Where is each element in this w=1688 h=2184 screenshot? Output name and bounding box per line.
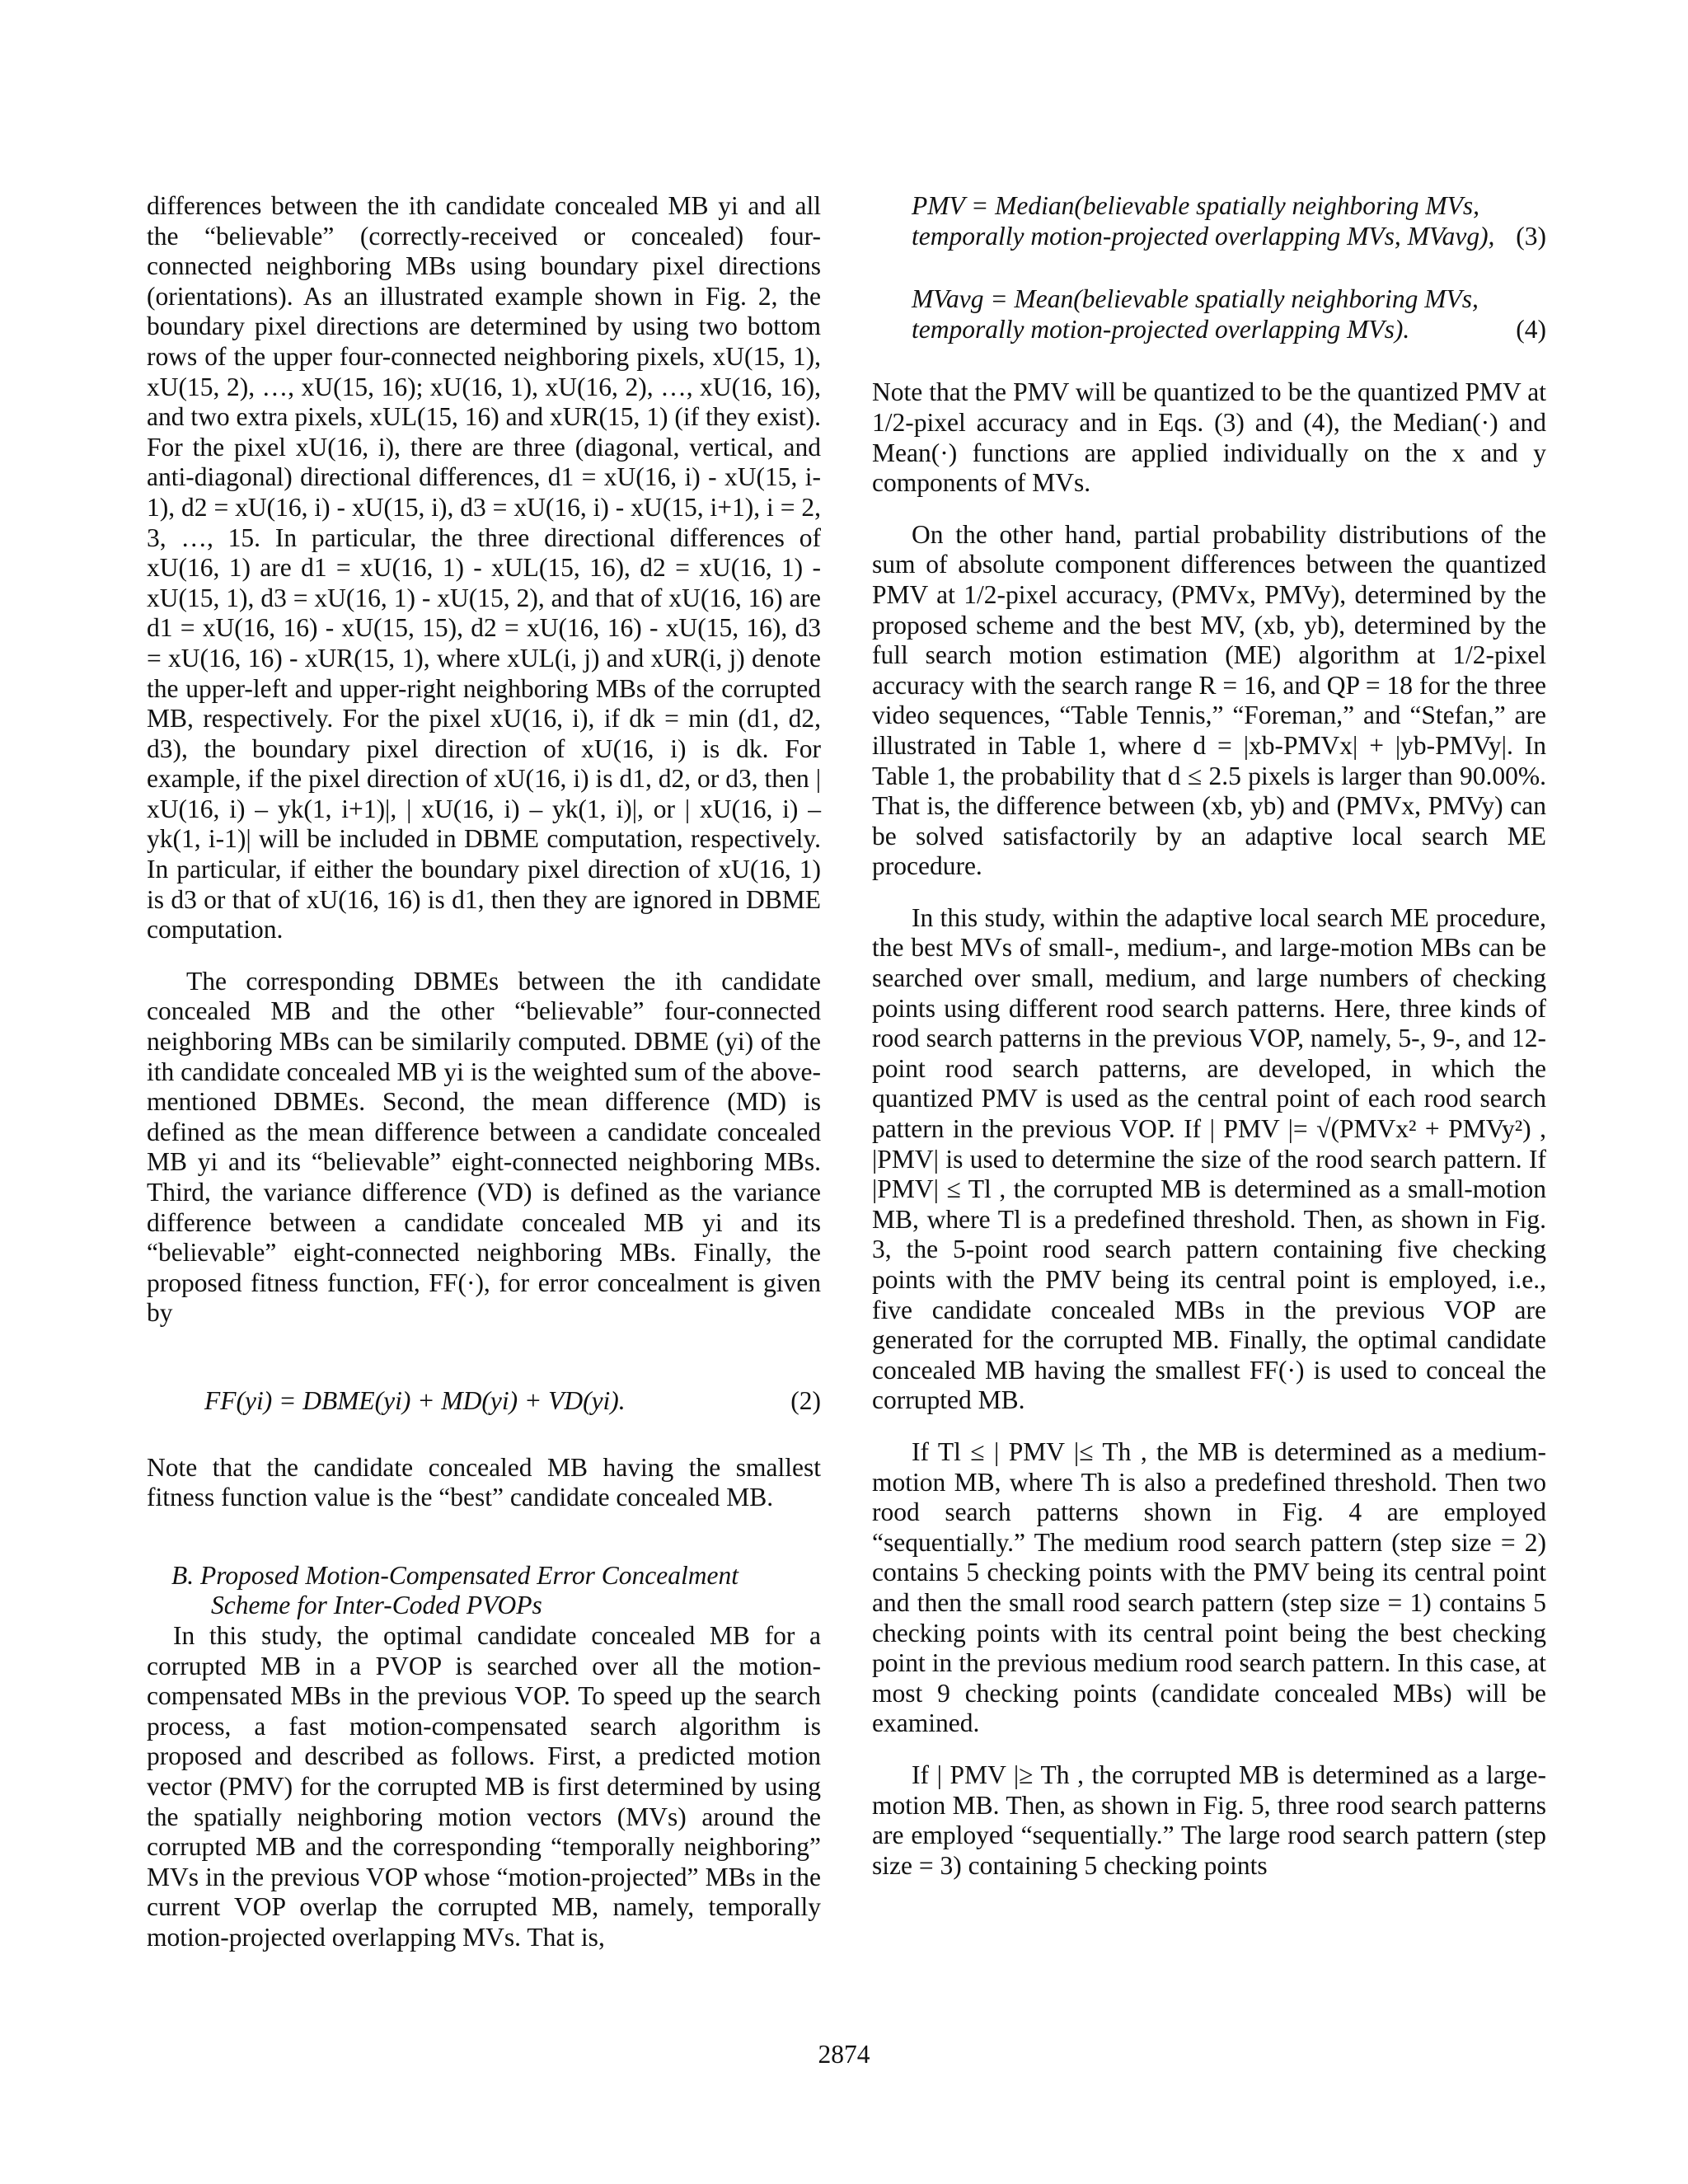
paragraph: If | PMV |≥ Th , the corrupted MB is determined as a large-motion MB. Then, as shown in Fig. 5, three rood search patterns are employed “sequentially.” The large rood search pattern (step size = 3) containing 5 checking points xyxy=(872,1760,1546,1880)
paragraph: The corresponding DBMEs between the ith candidate concealed MB and the other “believable” four-connected neighboring MBs can be similarily computed. DBME (yi) of the ith candidate concealed MB yi is the weighted sum of the above-mentioned DBMEs. Second, the mean difference (MD) is defined as the mean difference between a candidate concealed MB yi and its “believable” eight-connected neighboring MBs. Third, the variance difference (VD) is defined as the variance difference between a candidate concealed MB yi and its “believable” eight-connected neighboring MBs. Finally, the proposed fitness function, FF(·), for error concealment is given by xyxy=(147,966,821,1328)
equation-3 xyxy=(872,191,1546,251)
equation-line: MVavg = Mean(believable spatially neighboring MVs, xyxy=(912,284,1479,314)
paragraph: On the other hand, partial probability distributions of the sum of absolute component differences between the quantized PMV at 1/2-pixel accuracy, (PMVx, PMVy), determined by the proposed scheme and the best MV, (xb, yb), determined by the full search motion estimation (ME) algorithm at 1/2-pixel accuracy with the search range R = 16, and QP = 18 for the three video sequences, “Table Tennis,” “Foreman,” and “Stefan,” are illustrated in Table 1, where d = |xb-PMVx| + |yb-PMVy|. In Table 1, the probability that d ≤ 2.5 pixels is larger than 90.00%. That is, the difference between (xb, yb) and (PMVx, PMVy) can be solved satisfactorily by an adaptive local search ME procedure. xyxy=(872,519,1546,881)
equation-text: FF(yi) = DBME(yi) + MD(yi) + VD(yi). xyxy=(204,1385,626,1415)
equation-number: (2) xyxy=(790,1385,821,1415)
equation-number: (4) xyxy=(1516,314,1546,344)
equation-line: temporally motion-projected overlapping MVs). xyxy=(912,314,1410,344)
paragraph: Note that the PMV will be quantized to be the quantized PMV at 1/2-pixel accuracy and in Eqs. (3) and (4), the Median(·) and Mean(·) functions are applied individually on the x and y components of MVs. xyxy=(872,377,1546,498)
page-number: 2874 xyxy=(818,2040,870,2069)
equation-number: (3) xyxy=(1516,221,1546,251)
paragraph: If Tl ≤ | PMV |≤ Th , the MB is determined as a medium-motion MB, where Th is also a predefined threshold. Then two rood search patterns shown in Fig. 4 are employed “sequentially.” The medium rood search pattern (step size = 2) contains 5 checking points with the PMV being its central point and then the small rood search pattern (step size = 1) contains 5 checking points with its central point being the best checking point in the previous medium rood search pattern. In this case, at most 9 checking points (candidate concealed MBs) will be examined. xyxy=(872,1436,1546,1738)
left-column xyxy=(147,191,821,1952)
section-heading xyxy=(147,1561,821,1621)
equation-line: temporally motion-projected overlapping MVs, MVavg), xyxy=(912,221,1495,251)
paragraph: In this study, the optimal candidate concealed MB for a corrupted MB in a PVOP is searched over all the motion-compensated MBs in the previous VOP. To speed up the search process, a fast motion-compensated search algorithm is proposed and described as follows. First, a predicted motion vector (PMV) for the corrupted MB is first determined by using the spatially neighboring motion vectors (MVs) around the corrupted MB and the corresponding “temporally neighboring” MVs in the previous VOP whose “motion-projected” MBs in the current VOP overlap the corrupted MB, namely, temporally motion-projected overlapping MVs. That is, xyxy=(147,1620,821,1952)
equation-line: PMV = Median(believable spatially neighboring MVs, xyxy=(912,191,1480,220)
equation-4 xyxy=(872,284,1546,344)
section-heading-line: B. Proposed Motion-Compensated Error Concealment xyxy=(171,1560,738,1590)
paragraph: differences between the ith candidate concealed MB yi and all the “believable” (correctly-received or concealed) four-connected neighboring MBs using boundary pixel directions (orientations). As an illustrated example shown in Fig. 2, the boundary pixel directions are determined by using two bottom rows of the upper four-connected neighboring pixels, xU(15, 1), xU(15, 2), …, xU(15, 16); xU(16, 1), xU(16, 2), …, xU(16, 16), and two extra pixels, xUL(15, 16) and xUR(15, 1) (if they exist). For the pixel xU(16, i), there are three (diagonal, vertical, and anti-diagonal) directional differences, d1 = xU(16, i) - xU(15, i-1), d2 = xU(16, i) - xU(15, i), d3 = xU(16, i) - xU(15, i+1), i = 2, 3, …, 15. In particular, the three directional differences of xU(16, 1) are d1 = xU(16, 1) - xUL(15, 16), d2 = xU(16, 1) - xU(15, 1), d3 = xU(16, 1) - xU(15, 2), and that of xU(16, 16) are d1 = xU(16, 16) - xU(15, 15), d2 = xU(16, 16) - xU(15, 16), d3 = xU(16, 16) - xUR(15, 1), where xUL(i, j) and xUR(i, j) denote the upper-left and upper-right neighboring MBs of the corrupted MB, respectively. For the pixel xU(16, i), if dk = min (d1, d2, d3), the boundary pixel direction of xU(16, i) is dk. For example, if the pixel direction of xU(16, i) is d1, d2, or d3, then | xU(16, i) – yk(1, i+1)|, | xU(16, i) – yk(1, i)|, or | xU(16, i) – yk(1, i-1)| will be included in DBME computation, respectively. In particular, if either the boundary pixel direction of xU(16, 1) is d3 or that of xU(16, 16) is d1, then they are ignored in DBME computation. xyxy=(147,191,821,944)
equation-2 xyxy=(147,1386,821,1417)
paragraph: Note that the candidate concealed MB having the smallest fitness function value is the “best” candidate concealed MB. xyxy=(147,1452,821,1512)
right-column xyxy=(872,191,1546,1881)
section-heading-line: Scheme for Inter-Coded PVOPs xyxy=(211,1591,542,1620)
paragraph: In this study, within the adaptive local search ME procedure, the best MVs of small-, medium-, and large-motion MBs can be searched over small, medium, and large numbers of checking points using different rood search patterns. Here, three kinds of rood search patterns in the previous VOP, namely, 5-, 9-, and 12-point rood search patterns, are developed, in which the quantized PMV is used as the central point of each rood search pattern in the previous VOP. If | PMV |= √(PMVx² + PMVy²) , |PMV| is used to determine the size of the rood search pattern. If |PMV| ≤ Tl , the corrupted MB is determined as a small-motion MB, where Tl is a predefined threshold. Then, as shown in Fig. 3, the 5-point rood search pattern containing five checking points with the PMV being its central point is employed, i.e., five candidate concealed MBs in the previous VOP are generated for the corrupted MB. Finally, the optimal candidate concealed MB having the smallest FF(·) is used to conceal the corrupted MB. xyxy=(872,902,1546,1415)
